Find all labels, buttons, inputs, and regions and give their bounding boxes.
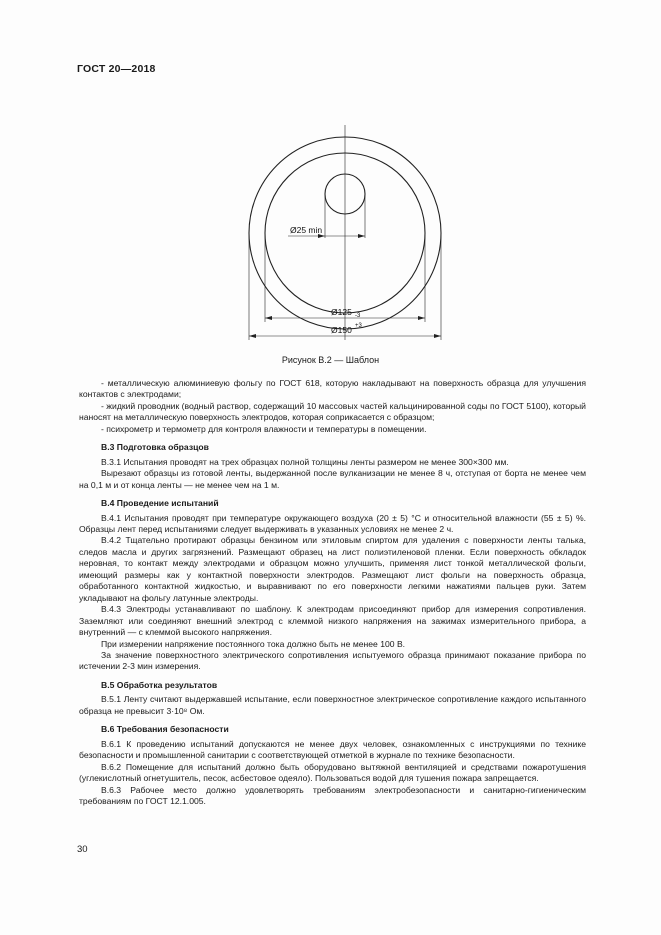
paragraph: В.6.2 Помещение для испытаний должно быть оборудовано вытяжной вентиляцией и средствами пожаротушения (углекислотный огнетушитель, песок, асбестовое одеяло). Пользоваться водой для тушения пожара запрещается.	[79, 761, 586, 784]
paragraph: В.3.1 Испытания проводят на трех образцах полной толщины ленты размером не менее 300×300 мм.	[101, 456, 509, 467]
inner-arrow-right	[358, 234, 365, 238]
mid-arrow-left	[265, 316, 272, 320]
paragraph: В.4.3 Электроды устанавливают по шаблону. К электродам присоединяют прибор для измерения сопротивления. Заземляют или соединяют внешний электрод с клеммой низкого напряжения на зажимах измерительного прибора, а внутренний — с клеммой высокого напряжения.	[79, 604, 586, 638]
document-code: ГОСТ 20—2018	[77, 63, 156, 75]
paragraph: За значение поверхностного электрического сопротивления испытуемого образца принимают показание прибора по истечении 2-3 мин измерения.	[79, 649, 586, 672]
paragraph: В.4.2 Тщательно протирают образцы бензином или этиловым спиртом для удаления с поверхности ленты талька, следов масла и других загрязнений. Размещают образец на лист полиэтиленовой пленки. Если поверхность обкладок неровная, то контакт между электродами и образцом можно улучшить, применяя лист тонкой металлической фольги, имеющий размеры как у контактной поверхности электродов. Размещают лист фольги на поверхность образца, обработанного контактной жидкостью, и выравнивают по его поверхности легкими нажатиями пальцев руки. Затем укладывают на фольгу латунные электроды.	[79, 535, 586, 603]
outer-dim-label: Ø150	[331, 325, 352, 335]
inner-dim-label: Ø25 min	[290, 225, 323, 235]
paragraph: - металлическую алюминиевую фольгу по ГОСТ 618, которую накладывают на поверхность образца для улучшения контактов с электродами;	[79, 378, 586, 400]
outer-arrow-right	[434, 334, 441, 338]
mid-dim-label: Ø125	[331, 307, 352, 317]
paragraph: В.6.1 К проведению испытаний допускаются не менее двух человек, ознакомленных с инструкциями по технике безопасности и промышленной санитарии с соответствующей отметкой в журнале по технике безопасности.	[79, 738, 586, 761]
outer-dim-tolerance: +3	[355, 323, 362, 329]
section-heading: В.6 Требования безопасности	[101, 724, 229, 735]
paragraph: - психрометр и термометр для контроля влажности и температуры в помещении.	[101, 423, 427, 434]
paragraph: Вырезают образцы из готовой ленты, выдержанной после вулканизации не менее 8 ч, отступая от борта не менее чем на 0,1 м и от конца ленты — не менее чем на 1 м.	[79, 468, 586, 490]
paragraph: При измерении напряжение постоянного тока должно быть не менее 100 В.	[101, 638, 406, 649]
page-number: 30	[77, 844, 88, 855]
paragraph: В.4.1 Испытания проводят при температуре окружающего воздуха (20 ± 5) °С и относительной влажности (55 ± 5) %. Образцы лент перед испытаниями следует выдерживать в указанных условиях не менее 2 ч.	[79, 512, 586, 534]
figure-caption: Рисунок В.2 — Шаблон	[281, 355, 380, 365]
document-body	[79, 378, 586, 807]
mid-arrow-right	[418, 316, 425, 320]
section-heading: В.3 Подготовка образцов	[101, 442, 209, 453]
section-heading: В.5 Обработка результатов	[101, 679, 218, 690]
section-heading: В.4 Проведение испытаний	[101, 498, 219, 509]
paragraph: В.5.1 Ленту считают выдержавшей испытание, если поверхностное электрическое сопротивление каждого испытанного образца не превысит 3·10⁸ Ом.	[79, 694, 586, 716]
paragraph: - жидкий проводник (водный раствор, содержащий 10 массовых частей кальцинированной соды по ГОСТ 5100), который наносят на металлическую поверхность электродов, которая соприкасается с образцом;	[79, 400, 586, 423]
paragraph: В.6.3 Рабочее место должно удовлетворять требованиям электробезопасности и санитарно-гигиеническим требованиям по ГОСТ 12.1.005.	[79, 784, 586, 806]
outer-arrow-left	[249, 334, 256, 338]
mid-dim-tolerance: -3	[355, 313, 361, 319]
template-drawing	[0, 0, 661, 380]
